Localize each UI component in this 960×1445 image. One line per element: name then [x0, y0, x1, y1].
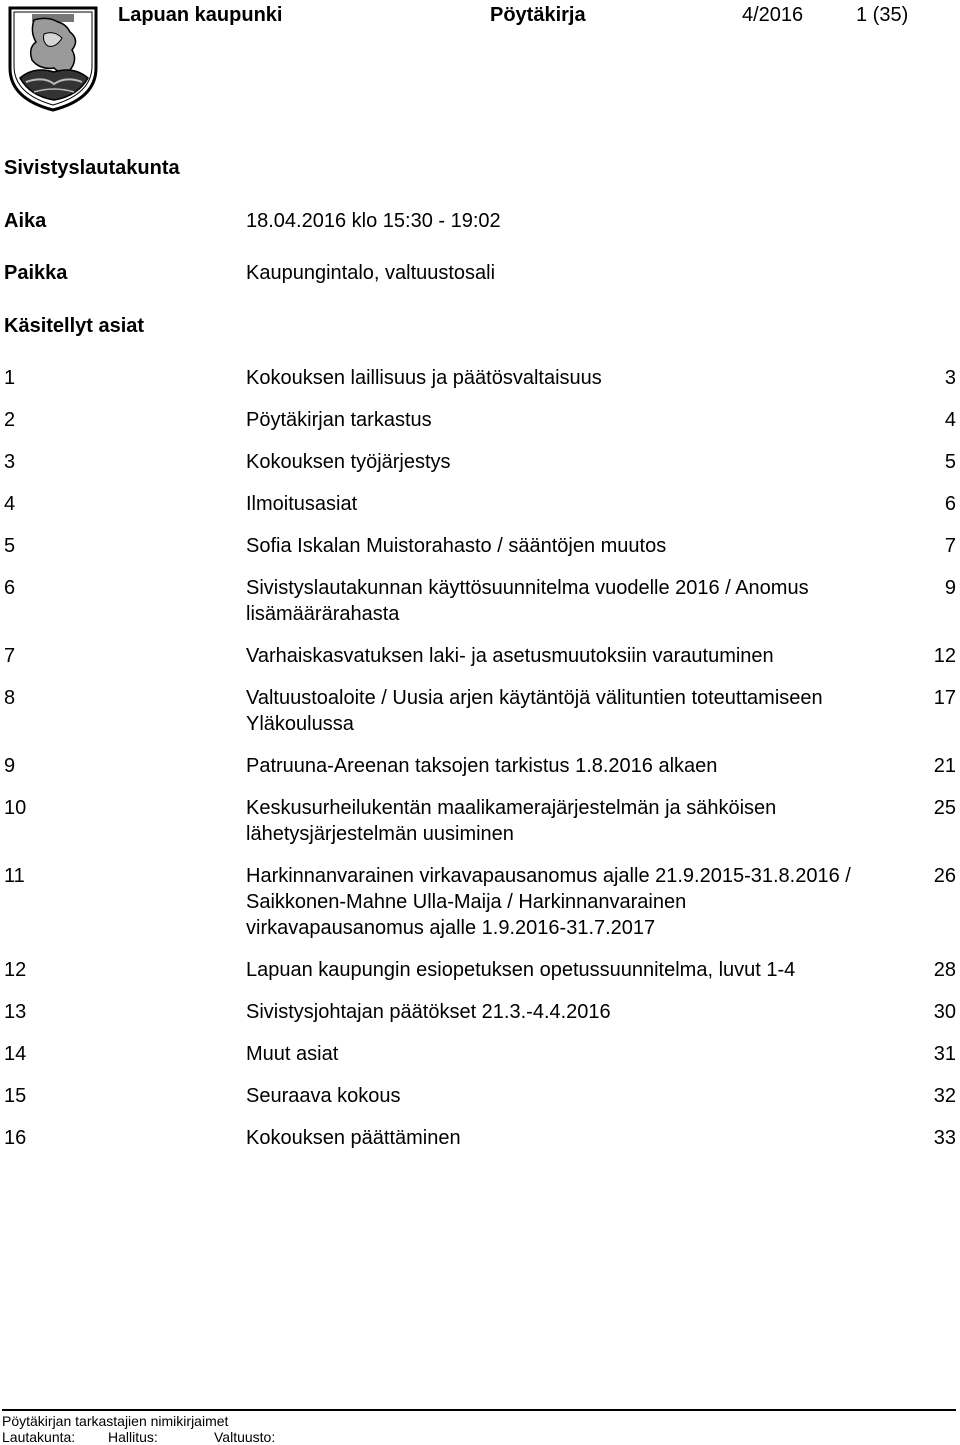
agenda-item-page: 5: [944, 451, 956, 473]
footer-divider: [2, 1409, 956, 1411]
agenda-list: [4, 365, 956, 1167]
document-number: 4/2016: [742, 4, 804, 26]
agenda-item-page: 26: [933, 865, 956, 887]
agenda-item: [4, 449, 956, 475]
agenda-item-page: 3: [944, 367, 956, 389]
page-number: 1 (35): [856, 4, 909, 26]
agenda-item-number: 12: [4, 959, 27, 981]
agenda-item: [4, 643, 956, 669]
agenda-item-title: Valtuustoaloite / Uusia arjen käytäntöjä välituntien toteuttamiseen Yläkoulussa: [246, 687, 823, 735]
agenda-item-number: 2: [4, 409, 16, 431]
meeting-time-value: 18.04.2016 klo 15:30 - 19:02: [246, 210, 501, 232]
agenda-item: [4, 795, 956, 847]
footer-government-label: Hallitus:: [108, 1429, 158, 1445]
agenda-item: [4, 999, 956, 1025]
footer-initials-label: Pöytäkirjan tarkastajien nimikirjaimet: [2, 1413, 229, 1429]
agenda-item-title: Kokouksen päättäminen: [246, 1127, 461, 1149]
agenda-item-title: Sivistysjohtajan päätökset 21.3.-4.4.2016: [246, 1001, 611, 1023]
agenda-item-number: 14: [4, 1043, 27, 1065]
agenda-item-page: 21: [933, 755, 956, 777]
agenda-item-title: Pöytäkirjan tarkastus: [246, 409, 432, 431]
agenda-item: [4, 685, 956, 737]
agenda-item: [4, 863, 956, 941]
agenda-item: [4, 575, 956, 627]
agenda-item-page: 12: [933, 645, 956, 667]
agenda-item-title: Seuraava kokous: [246, 1085, 401, 1107]
agenda-item-page: 28: [933, 959, 956, 981]
meeting-place-value: Kaupungintalo, valtuustosali: [246, 262, 496, 284]
agenda-item-number: 13: [4, 1001, 27, 1023]
agenda-item-number: 3: [4, 451, 16, 473]
agenda-item-page: 31: [933, 1043, 956, 1065]
agenda-item-page: 25: [933, 797, 956, 819]
agenda-item-title: Sofia Iskalan Muistorahasto / sääntöjen muutos: [246, 535, 667, 557]
meeting-time-label: Aika: [4, 210, 47, 232]
agenda-item-page: 30: [933, 1001, 956, 1023]
agenda-item-page: 4: [944, 409, 956, 431]
agenda-item-page: 32: [933, 1085, 956, 1107]
footer-council-label: Valtuusto:: [214, 1429, 276, 1445]
agenda-item: [4, 533, 956, 559]
agenda-item: [4, 365, 956, 391]
agenda-item: [4, 753, 956, 779]
agenda-item-title: Varhaiskasvatuksen laki- ja asetusmuutoksiin varautuminen: [246, 645, 774, 667]
agenda-item-number: 15: [4, 1085, 27, 1107]
handled-items-heading: Käsitellyt asiat: [4, 315, 145, 337]
document-type: Pöytäkirja: [490, 4, 586, 26]
agenda-item-page: 6: [944, 493, 956, 515]
agenda-item-number: 8: [4, 687, 16, 709]
agenda-item-title: Patruuna-Areenan taksojen tarkistus 1.8.2016 alkaen: [246, 755, 718, 777]
agenda-item-title: Sivistyslautakunnan käyttösuunnitelma vuodelle 2016 / Anomus lisämäärärahasta: [246, 577, 809, 625]
agenda-item-number: 4: [4, 493, 16, 515]
agenda-item-title: Ilmoitusasiat: [246, 493, 358, 515]
agenda-item-number: 9: [4, 755, 16, 777]
agenda-item-number: 6: [4, 577, 16, 599]
agenda-item-number: 16: [4, 1127, 27, 1149]
meeting-place-label: Paikka: [4, 262, 68, 284]
footer-board-label: Lautakunta:: [2, 1429, 76, 1445]
coat-of-arms-logo: [4, 4, 102, 112]
agenda-item-title: Kokouksen työjärjestys: [246, 451, 451, 473]
agenda-item-page: 17: [933, 687, 956, 709]
agenda-item-title: Kokouksen laillisuus ja päätösvaltaisuus: [246, 367, 602, 389]
agenda-item-number: 11: [4, 865, 25, 887]
agenda-item-page: 9: [944, 577, 956, 599]
agenda-item-title: Muut asiat: [246, 1043, 339, 1065]
agenda-item-title: Lapuan kaupungin esiopetuksen opetussuunnitelma, luvut 1-4: [246, 959, 796, 981]
agenda-item-number: 1: [4, 367, 16, 389]
agenda-item-page: 33: [933, 1127, 956, 1149]
agenda-item-title: Keskusurheilukentän maalikamerajärjestelmän ja sähköisen lähetysjärjestelmän uusiminen: [246, 797, 777, 845]
city-name: Lapuan kaupunki: [118, 4, 283, 26]
agenda-item: [4, 491, 956, 517]
committee-name: Sivistyslautakunta: [4, 157, 180, 179]
agenda-item: [4, 1083, 956, 1109]
agenda-item-page: 7: [944, 535, 956, 557]
agenda-item: [4, 957, 956, 983]
agenda-item: [4, 407, 956, 433]
agenda-item-number: 10: [4, 797, 27, 819]
agenda-item: [4, 1041, 956, 1067]
agenda-item: [4, 1125, 956, 1151]
agenda-item-number: 5: [4, 535, 16, 557]
agenda-item-number: 7: [4, 645, 16, 667]
agenda-item-title: Harkinnanvarainen virkavapausanomus ajalle 21.9.2015-31.8.2016 / Saikkonen-Mahne Ulla-Maija / Harkinnanvarainen virkavapausanomus ajalle 1.9.2016-31.7.2017: [246, 865, 851, 939]
